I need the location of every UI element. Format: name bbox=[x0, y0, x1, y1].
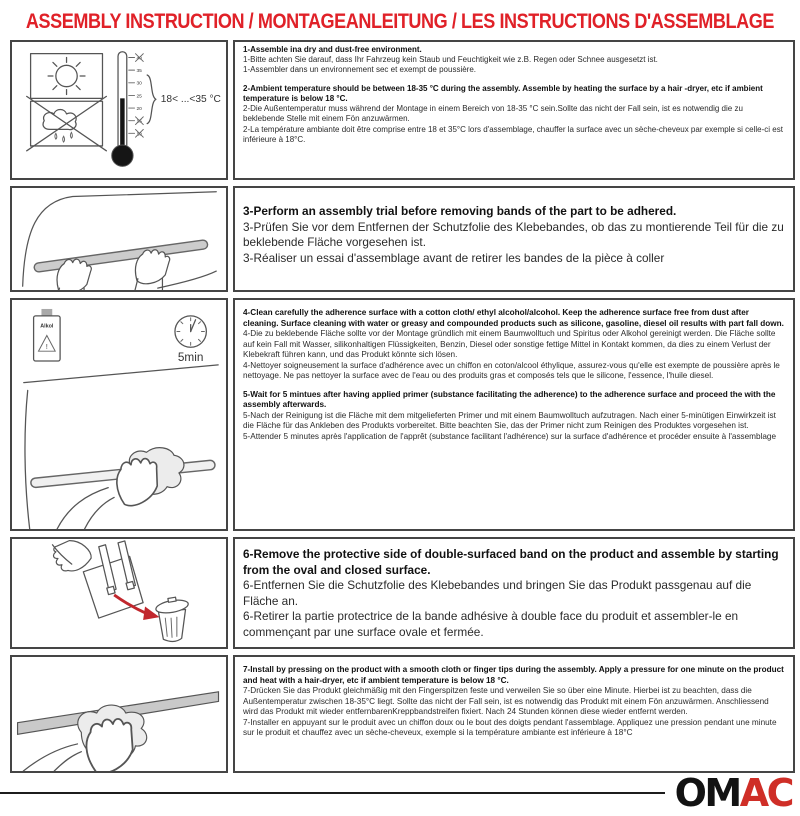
instruction-row-3 bbox=[10, 298, 795, 531]
climate-illustration bbox=[12, 42, 226, 178]
instruction-de: 7-Drücken Sie das Produkt gleichmäßig mit den Fingerspitzen feste und verweilen Sie so über eine Minute. Hierbei ist zu beachten, dass die Außentemperatur zwischen 18-35°C liegt. Sollte das nicht der Fall sein, ist es notwendig das Produkt mit einem Fön anzuwärmen. Anschliessend wird das Produkt mit wieder entfernbarenKreppbandstreifen fixiert. Nach 24 Stunden können diese wieder entfernt werden. bbox=[243, 686, 769, 716]
logo-text-black: OM bbox=[674, 771, 740, 815]
illustration-cell-trial bbox=[10, 186, 228, 292]
instruction-fr: 6-Retirer la partie protectrice de la bande adhésive à double face du produit et assembler-le en commençant par une surface ovale et fermée. bbox=[243, 609, 739, 639]
instruction-de: 2-Die Außentemperatur muss während der Montage in einem Bereich von 18-35 °C sein.Sollte das nicht der Fall sein, ist es notwendig die zu beklebende Stelle mit einem Fön anzuwärmen. bbox=[243, 104, 743, 124]
instruction-en: 3-Perform an assembly trial before removing bands of the part to be adhered. bbox=[243, 204, 677, 218]
instruction-en: 2-Ambient temperature should be between 18-35 °C during the assembly. Assemble by heating the surface by a hair -dryer, etc if ambient temperature is below 18 °C. bbox=[243, 83, 763, 103]
instruction-fr: 7-Installer en appuyant sur le produit avec un chiffon doux ou le bout des doigts pendant l'assemblage. Appliquez une pression pendant une minute sur le produit et chauffez avec un sèche-cheveux, exemple si la température ambiante est inférieure à 18°C bbox=[243, 717, 777, 737]
page-title: ASSEMBLY INSTRUCTION / MONTAGEANLEITUNG / LES INSTRUCTIONS D'ASSEMBLAGE bbox=[25, 10, 775, 33]
logo-text-red: AC bbox=[739, 771, 792, 815]
no-rain-icon bbox=[27, 96, 107, 150]
illustration-cell-press bbox=[10, 655, 228, 773]
text-cell-step-7 bbox=[233, 655, 795, 773]
instruction-en: 7-Install by pressing on the product with a smooth cloth or finger tips during the assembly. Apply a pressure for one minute on the product and heat with a hair-dryer, etc if ambient temperature is below 18 °C. bbox=[243, 665, 784, 685]
instruction-row-1 bbox=[10, 40, 795, 180]
instruction-de: 6-Entfernen Sie die Schutzfolie des Klebebandes und bringen Sie das Produkt passgenau auf die Fläche an. bbox=[243, 578, 752, 608]
temp-range-label: 18< ...<35 °C bbox=[160, 94, 221, 106]
instruction-fr: 4-Nettoyer soigneusement la surface d'adhérence avec un chiffon en coton/alcool éthylique, assurez-vous qu'elle est exempte de poussière après le nettoyage. Ne pas nettoyer la surface avec de l'eau ou des produits gras et composés tels que le silicone, l'essence, l'huile diesel. bbox=[243, 360, 780, 380]
band-tab bbox=[126, 581, 134, 589]
wiping-hand-icon bbox=[57, 453, 166, 529]
footer-rule bbox=[0, 792, 665, 794]
svg-text:40: 40 bbox=[136, 56, 142, 62]
door-top-line bbox=[24, 365, 218, 383]
text-cell-step-3 bbox=[233, 186, 795, 292]
text-cell-step-6 bbox=[233, 537, 795, 649]
clock-icon bbox=[175, 316, 206, 364]
instruction-table bbox=[10, 40, 795, 779]
band-tab bbox=[107, 586, 115, 594]
svg-text:20: 20 bbox=[136, 107, 142, 112]
instruction-en: 5-Wait for 5 mintues after having applied primer (substance facilitating the adherence) to the adherence surface and proceed the with the assembly afterwards. bbox=[243, 389, 776, 409]
page-title-bar bbox=[0, 0, 800, 40]
svg-text:10: 10 bbox=[136, 132, 142, 138]
instruction-de: 4-Die zu beklebende Fläche sollte vor der Montage gründlich mit einem Baumwolltuch und Spiritus oder Alkohol gereinigt werden. Die Fläche sollte auf kein Fall mit Wasser, silikonhaltigen Flüssigkeiten, Benzin, Diesel oder sonstige fettige Mittel in Kontakt kommen, da dies zu einem Verlust der Klebekraft führen kann, und das Produkt könnte sich lösen. bbox=[243, 329, 776, 359]
instruction-de: 5-Nach der Reinigung ist die Fläche mit dem mitgelieferten Primer und mit einem Baumwolltuch aufzutragen. Nach einer 5-minütigen Einwirkzeit ist die Fläche für das Ankleben des Produkts vorbereitet. Bitte beachten Sie, das der Primer nicht zum Reinigen des Produktes vorgesehen ist. bbox=[243, 410, 776, 430]
instruction-row-4 bbox=[10, 537, 795, 649]
cleaning-illustration bbox=[12, 300, 226, 529]
illustration-cell-peel bbox=[10, 537, 228, 649]
thermometer-icon bbox=[112, 52, 221, 167]
peel-band-illustration bbox=[12, 539, 226, 647]
illustration-cell-climate bbox=[10, 40, 228, 180]
range-brace bbox=[147, 75, 156, 124]
instruction-row-5 bbox=[10, 655, 795, 773]
instruction-fr: 5-Attender 5 minutes après l'application de l'apprêt (substance facilitant l'adhérence) sur la surface d'adhérence et procéder ensuite à l'assemblage bbox=[243, 431, 777, 441]
trial-fit-illustration bbox=[12, 188, 226, 290]
instruction-fr: 2-La température ambiante doit être comprise entre 18 et 35°C lors d'assemblage, chauffer la surface avec un sèche-cheveux par exemple si celle-ci est inférieure à 18°C. bbox=[243, 124, 783, 144]
instruction-en: 6-Remove the protective side of double-surfaced band on the product and assemble by starting from the oval and closed surface. bbox=[243, 547, 779, 577]
svg-text:25: 25 bbox=[136, 94, 142, 100]
svg-text:35: 35 bbox=[136, 69, 142, 75]
instruction-de: 1-Bitte achten Sie darauf, dass Ihr Fahrzeug kein Staub und Feuchtigkeit wie z.B. Regen oder Schnee ausgesetzt ist. bbox=[243, 55, 658, 65]
instruction-fr: 3-Réaliser un essai d'assemblage avant de retirer les bandes de la pièce à coller bbox=[243, 250, 665, 265]
sun-icon bbox=[31, 54, 103, 99]
instruction-fr: 1-Assembler dans un environnement sec et exempt de poussière. bbox=[243, 65, 477, 75]
warning-exclamation: ! bbox=[45, 344, 48, 352]
footer bbox=[0, 770, 800, 816]
svg-text:15: 15 bbox=[136, 119, 142, 125]
illustration-cell-clean bbox=[10, 298, 228, 531]
press-illustration bbox=[12, 657, 226, 771]
svg-text:Alkol: Alkol bbox=[40, 323, 54, 330]
instruction-row-2 bbox=[10, 186, 795, 292]
trash-can-icon bbox=[155, 597, 189, 641]
clock-label: 5min bbox=[177, 351, 204, 364]
instruction-de: 3-Prüfen Sie vor dem Entfernen der Schutzfolie des Klebebandes, ob das zu montierende Teil für die zu beklebende Fläche vorgesehen ist. bbox=[243, 219, 784, 250]
alcohol-bottle-icon bbox=[34, 309, 61, 361]
omac-logo bbox=[674, 771, 792, 815]
svg-text:30: 30 bbox=[136, 81, 142, 87]
instruction-en: 4-Clean carefully the adherence surface with a cotton cloth/ ethyl alcohol/alcohol. Keep the adherence surface free from dust after cleaning. Surface cleaning with water or greasy and compounded products such as silicone, gasoline, diesel oil results with part fall down. bbox=[243, 308, 784, 328]
door-frame-line bbox=[23, 192, 217, 286]
text-cell-steps-1-2 bbox=[233, 40, 795, 180]
instruction-en: 1-Assemble ina dry and dust-free environment. bbox=[243, 45, 422, 54]
text-cell-steps-4-5 bbox=[233, 298, 795, 531]
